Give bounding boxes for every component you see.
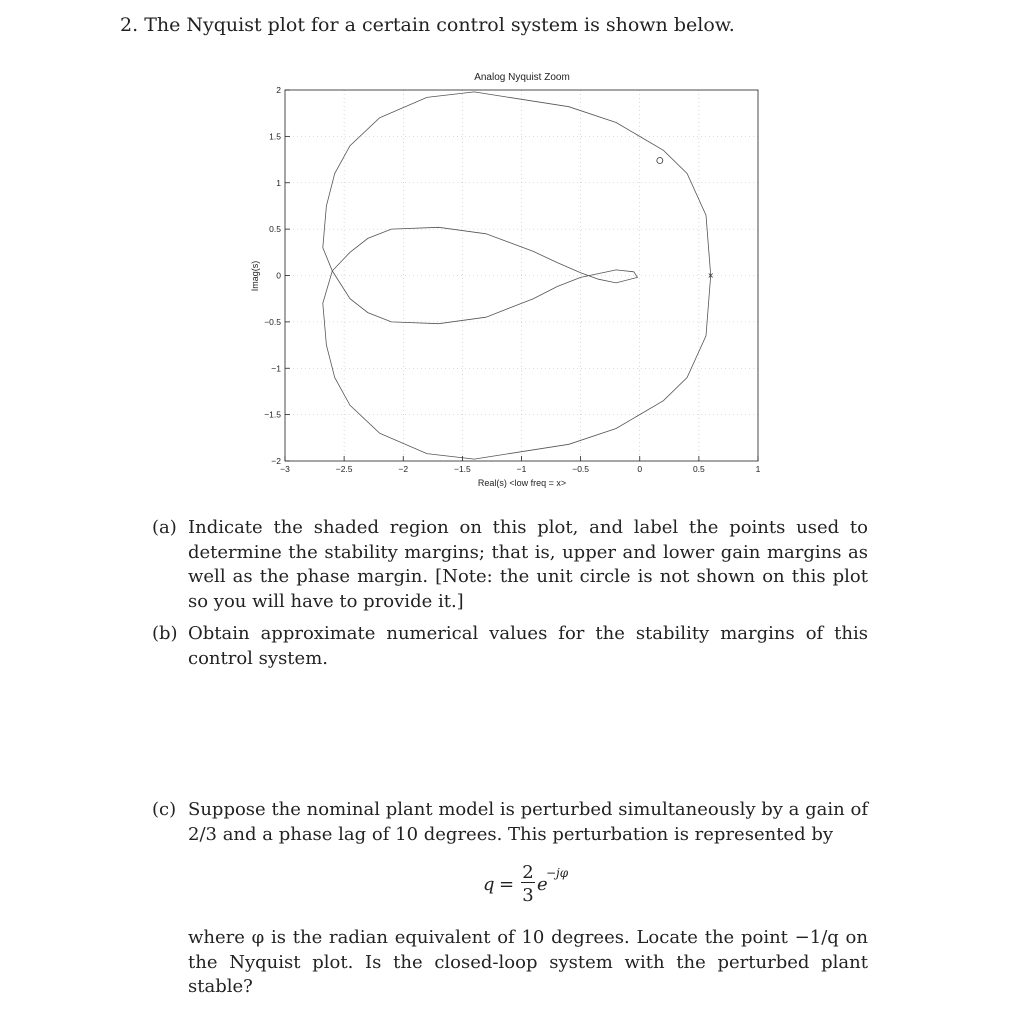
part-text: Suppose the nominal plant model is perturbed simultaneously by a gain of 2/3 and a phase lag of 10 degrees. This perturbation is represented by (188, 799, 868, 845)
y-tick-label: −1.5 (264, 409, 281, 420)
part-label: (a) (152, 517, 177, 538)
x-tick-label: −0.5 (572, 464, 590, 474)
grid (285, 90, 758, 461)
markers (657, 157, 713, 277)
formula-equals: = (499, 874, 515, 895)
closing-paragraph (188, 926, 868, 1000)
part-c (152, 798, 868, 847)
x-tick-label: 0.5 (692, 464, 705, 474)
x-tick-label: −2 (398, 464, 409, 474)
closing-text: where φ is the radian equivalent of 10 degrees. Locate the point −1/q on the Nyquist plot. Is the closed-loop system with the perturbed plant stable? (188, 927, 868, 997)
formula-fraction (521, 862, 535, 906)
y-tick-label: 0.5 (269, 224, 281, 235)
part-a (152, 516, 868, 614)
question-text: The Nyquist plot for a certain control system is shown below. (144, 14, 735, 36)
y-tick-label: −2 (271, 456, 281, 466)
question-number: 2. (120, 14, 139, 36)
y-tick-label: 1.5 (269, 131, 281, 142)
start-marker-circle (657, 157, 663, 163)
part-text: Indicate the shaded region on this plot, and label the points used to determine the stability margins; that is, upper and lower gain margins as well as the phase margin. [Note: the unit circle is not shown on this plot so you will have to provide it.] (188, 517, 868, 612)
x-tick-label: −3 (280, 464, 290, 474)
formula-exponent: −jφ (546, 866, 569, 880)
part-label: (b) (152, 623, 178, 644)
ticks (264, 85, 760, 474)
y-tick-label: 2 (276, 85, 281, 95)
y-tick-label: −0.5 (264, 316, 281, 327)
y-tick-label: −1 (271, 363, 281, 374)
chart-title: Analog Nyquist Zoom (474, 72, 570, 83)
formula-lhs: q (483, 874, 495, 895)
x-tick-label: 0 (637, 464, 643, 474)
x-tick-label: −1.5 (453, 464, 471, 474)
nyquist-curve (323, 92, 711, 459)
x-tick-label: 1 (755, 464, 761, 474)
x-axis-label: Real(s) <low freq = x> (477, 478, 567, 488)
question-heading (120, 14, 735, 36)
part-text: Obtain approximate numerical values for the stability margins of this control system. (188, 623, 868, 669)
part-b (152, 622, 868, 671)
formula-base: e (537, 874, 548, 895)
x-tick-label: −2.5 (335, 464, 353, 474)
y-axis-label: Imag(s) (250, 260, 260, 292)
fraction-numerator: 2 (522, 862, 534, 883)
fraction-denominator: 3 (521, 882, 535, 906)
y-tick-label: 0 (276, 270, 281, 281)
nyquist-chart (240, 66, 770, 496)
part-label: (c) (152, 799, 177, 820)
x-tick-label: −1 (516, 464, 527, 474)
y-tick-label: 1 (276, 177, 281, 188)
